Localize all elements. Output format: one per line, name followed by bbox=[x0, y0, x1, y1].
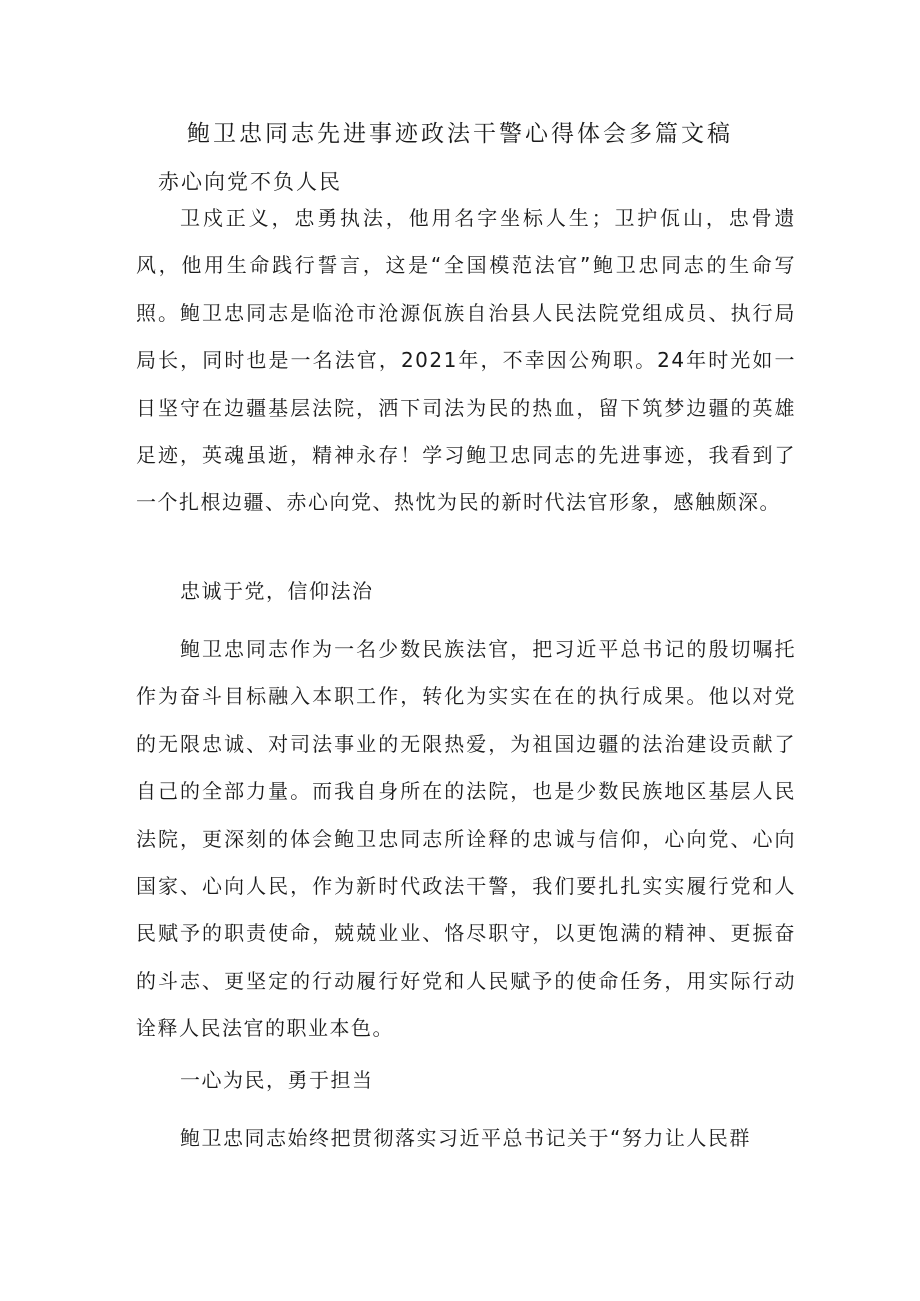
paragraph-3: 鲍卫忠同志始终把贯彻落实习近平总书记关于“努力让人民群 bbox=[180, 1126, 751, 1150]
section-heading-2: 一心为民，勇于担当 bbox=[180, 1068, 374, 1092]
document-subtitle: 赤心向党不负人民 bbox=[158, 170, 342, 194]
section-heading-1: 忠诚于党，信仰法治 bbox=[180, 579, 374, 603]
paragraph-1: 卫戍正义，忠勇执法，他用名字坐标人生；卫护佤山，忠骨遗风，他用生命践行誓言，这是“全国模范法官”鲍卫忠同志的生命写照。鲍卫忠同志是临沧市沧源佤族自治县人民法院党组成员、执行局局长，同时也是一名法官，2021年，不幸因公殉职。24年时光如一日坚守在边疆基层法院，洒下司法为民的热血，留下筑梦边疆的英雄足迹，英魂虽逝，精神永存！学习鲍卫忠同志的先进事迹，我看到了一个扎根边疆、赤心向党、热忱为民的新时代法官形象，感触颇深。 bbox=[136, 206, 796, 515]
paragraph-2: 鲍卫忠同志作为一名少数民族法官，把习近平总书记的殷切嘱托作为奋斗目标融入本职工作，转化为实实在在的执行成果。他以对党的无限忠诚、对司法事业的无限热爱，为祖国边疆的法治建设贡献了自己的全部力量。而我自身所在的法院，也是少数民族地区基层人民法院，更深刻的体会鲍卫忠同志所诠释的忠诚与信仰，心向党、心向国家、心向人民，作为新时代政法干警，我们要扎扎实实履行党和人民赋予的职责使命，兢兢业业、恪尽职守，以更饱满的精神、更振奋的斗志、更坚定的行动履行好党和人民赋予的使命任务，用实际行动诠释人民法官的职业本色。 bbox=[136, 637, 796, 1041]
document-title: 鲍卫忠同志先进事迹政法干警心得体会多篇文稿 bbox=[187, 121, 733, 147]
